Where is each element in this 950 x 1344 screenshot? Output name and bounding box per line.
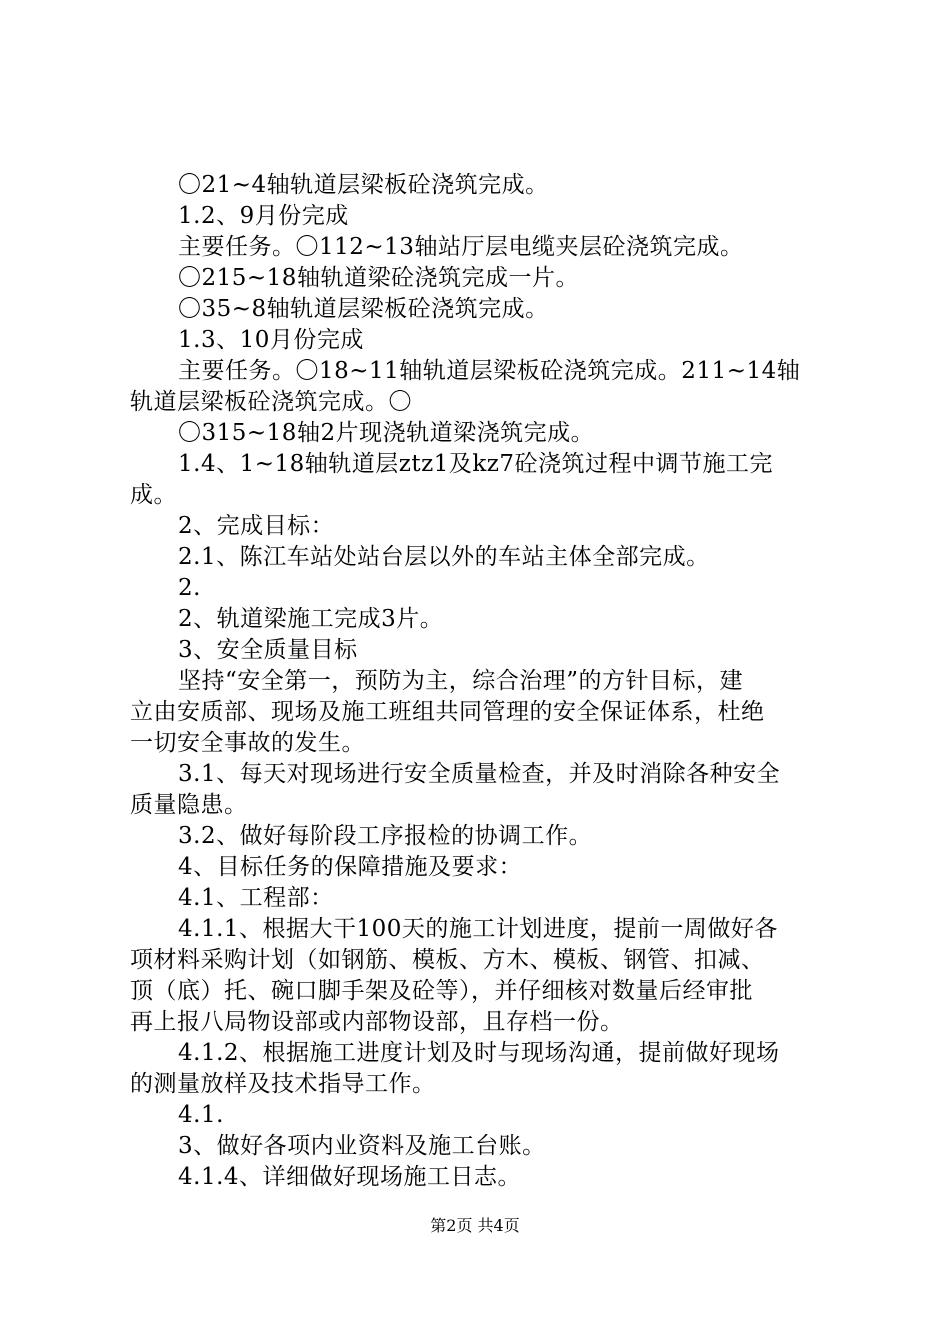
text-line: 2、轨道梁施工完成3片。 — [178, 606, 444, 632]
text-line: 主要任务。〇112~13轴站厅层电缆夹层砼浇筑完成。 — [178, 234, 744, 260]
text-line: 成。 — [130, 482, 177, 508]
text-line: 一切安全事故的发生。 — [130, 730, 365, 756]
text-line: 轨道层梁板砼浇筑完成。〇 — [130, 389, 412, 415]
text-line: 〇215~18轴轨道梁砼浇筑完成一片。 — [178, 265, 579, 291]
text-line: 坚持“安全第一，预防为主，综合治理”的方针目标，建 — [178, 668, 744, 694]
text-line: 3、做好各项内业资料及施工台账。 — [178, 1133, 546, 1159]
text-line: 3、安全质量目标 — [178, 637, 358, 663]
text-line: 2.1、陈江车站处站台层以外的车站主体全部完成。 — [178, 544, 710, 570]
text-line: 质量隐患。 — [130, 792, 248, 818]
text-line: 4.1.4、详细做好现场施工日志。 — [178, 1164, 522, 1190]
text-line: 主要任务。〇18~11轴轨道层梁板砼浇筑完成。211~14轴 — [178, 358, 801, 384]
text-line: 4.1.1、根据大干100天的施工计划进度，提前一周做好各 — [178, 916, 778, 942]
text-line: 1.4、1~18轴轨道层ztz1及kz7砼浇筑过程中调节施工完 — [178, 451, 774, 477]
text-line: 立由安质部、现场及施工班组共同管理的安全保证体系，杜绝 — [130, 699, 765, 725]
text-line: 3.2、做好每阶段工序报检的协调工作。 — [178, 823, 593, 849]
text-line: 2. — [178, 575, 201, 601]
text-line: 4、目标任务的保障措施及要求： — [178, 854, 523, 880]
text-line: 2、完成目标： — [178, 513, 335, 539]
text-line: 1.2、9月份完成 — [178, 203, 349, 229]
text-line: 3.1、每天对现场进行安全质量检查，并及时消除各种安全 — [178, 761, 781, 787]
text-line: 项材料采购计划（如钢筋、模板、方木、模板、钢管、扣减、 — [130, 947, 765, 973]
document-body — [130, 170, 830, 1193]
text-line: 再上报八局物设部或内部物设部，且存档一份。 — [130, 1009, 624, 1035]
text-line: 〇35~8轴轨道层梁板砼浇筑完成。 — [178, 296, 549, 322]
text-line: 〇315~18轴2片现浇轨道梁浇筑完成。 — [178, 420, 595, 446]
text-line: 4.1.2、根据施工进度计划及时与现场沟通，提前做好现场 — [178, 1040, 780, 1066]
text-line: 4.1. — [178, 1102, 224, 1128]
text-line: 1.3、10月份完成 — [178, 327, 364, 353]
text-line: 的测量放样及技术指导工作。 — [130, 1071, 436, 1097]
text-line: 顶（底）托、碗口脚手架及砼等），并仔细核对数量后经审批 — [130, 978, 753, 1004]
text-line: 4.1、工程部： — [178, 885, 334, 911]
text-line: 〇21~4轴轨道层梁板砼浇筑完成。 — [178, 172, 549, 198]
page-footer: 第2页 共4页 — [430, 1216, 520, 1235]
